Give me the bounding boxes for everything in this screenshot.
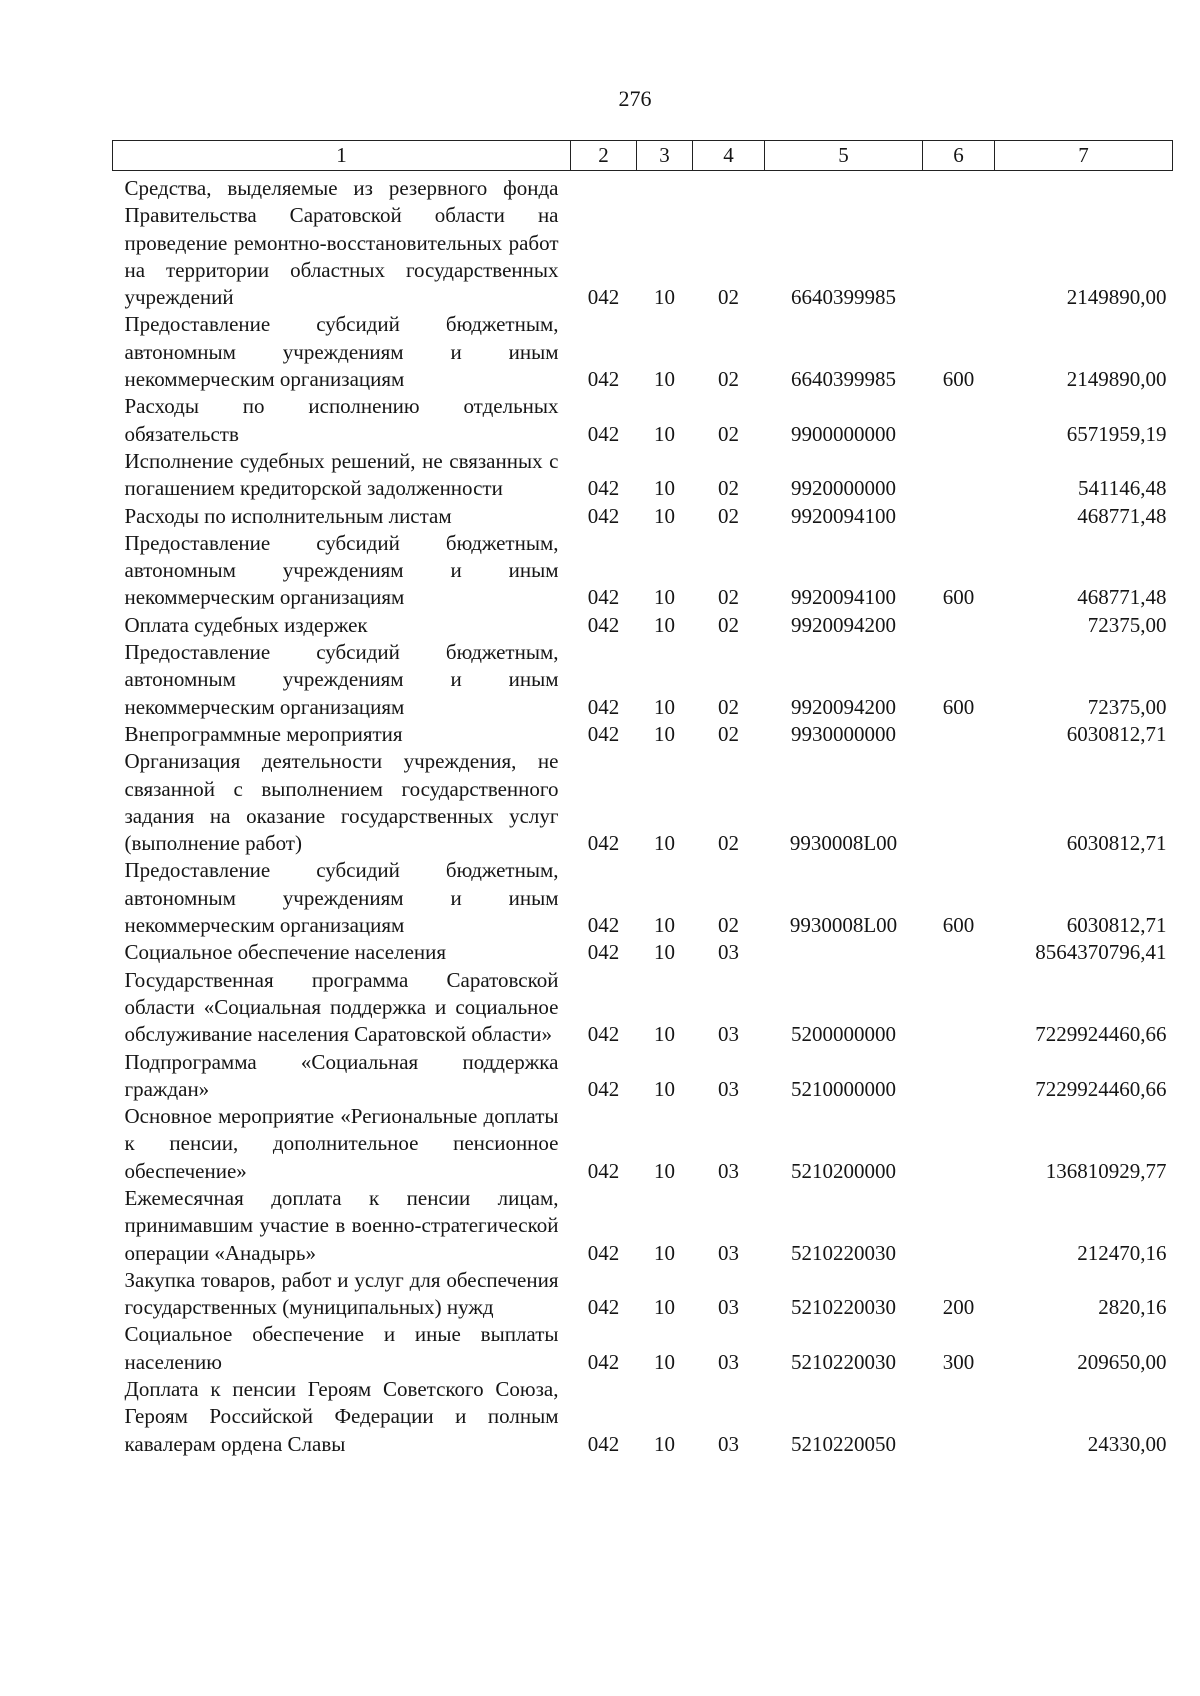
row-name: Средства, выделяемые из резервного фонда Правительства Саратовской области на проведение ремонтно-восстановительных работ на территории областных государственных учреждений	[124, 176, 559, 310]
row-subsection-code: 02	[718, 503, 739, 528]
row-target-article: 6640399985	[791, 367, 896, 392]
row-target-article: 9900000000	[791, 421, 896, 446]
row-section-code: 10	[654, 285, 675, 310]
row-section-code: 10	[654, 940, 675, 965]
row-section-code: 10	[654, 367, 675, 392]
row-ministry-code: 042	[587, 1240, 620, 1265]
row-expense-type: 600	[942, 694, 975, 719]
table-row	[113, 1103, 1173, 1185]
row-target-article: 5210000000	[791, 1076, 896, 1101]
row-amount: 468771,48	[1077, 585, 1167, 610]
row-name: Закупка товаров, работ и услуг для обеспечения государственных (муниципальных) нужд	[124, 1267, 559, 1320]
row-ministry-code: 042	[587, 1158, 620, 1183]
table-row	[113, 1267, 1173, 1322]
row-section-code: 10	[654, 612, 675, 637]
table-row	[113, 857, 1173, 939]
row-amount: 6030812,71	[1066, 913, 1167, 938]
row-section-code: 10	[654, 831, 675, 856]
row-subsection-code: 02	[718, 585, 739, 610]
row-subsection-code: 03	[718, 1022, 739, 1047]
row-expense-type: 200	[942, 1295, 975, 1320]
row-target-article: 5200000000	[791, 1022, 896, 1047]
row-amount: 2149890,00	[1066, 367, 1167, 392]
row-name: Исполнение судебных решений, не связанных с погашением кредиторской задолженности	[124, 448, 559, 501]
row-subsection-code: 03	[718, 1349, 739, 1374]
row-subsection-code: 03	[718, 1076, 739, 1101]
row-target-article: 9920094100	[791, 585, 896, 610]
row-ministry-code: 042	[587, 694, 620, 719]
row-target-article: 9920094100	[791, 503, 896, 528]
table-row	[113, 639, 1173, 721]
row-expense-type	[923, 1103, 995, 1185]
table-row	[113, 530, 1173, 612]
table-row	[113, 171, 1173, 312]
table-row	[113, 721, 1173, 748]
row-target-article: 5210220030	[791, 1295, 896, 1320]
row-subsection-code: 03	[718, 1295, 739, 1320]
row-amount: 136810929,77	[1045, 1158, 1167, 1183]
row-name: Предоставление субсидий бюджетным, автономным учреждениям и иным некоммерческим организациям	[124, 858, 559, 938]
row-amount: 72375,00	[1087, 612, 1167, 637]
row-expense-type: 600	[942, 367, 975, 392]
row-name: Расходы по исполнительным листам	[124, 503, 452, 528]
row-name: Предоставление субсидий бюджетным, автономным учреждениям и иным некоммерческим организациям	[124, 312, 559, 392]
table-row	[113, 393, 1173, 448]
table-row	[113, 748, 1173, 857]
row-ministry-code: 042	[587, 612, 620, 637]
table-row	[113, 612, 1173, 639]
row-section-code: 10	[654, 585, 675, 610]
row-name: Подпрограмма «Социальная поддержка граждан»	[124, 1049, 559, 1101]
row-expense-type: 600	[942, 913, 975, 938]
row-expense-type	[923, 1185, 995, 1267]
row-section-code: 10	[654, 421, 675, 446]
table-row	[113, 311, 1173, 393]
row-name: Оплата судебных издержек	[124, 612, 368, 637]
row-name: Социальное обеспечение населения	[124, 940, 447, 965]
row-ministry-code: 042	[587, 367, 620, 392]
row-section-code: 10	[654, 1022, 675, 1047]
row-amount: 72375,00	[1087, 694, 1167, 719]
row-ministry-code: 042	[587, 503, 620, 528]
row-ministry-code: 042	[587, 831, 620, 856]
row-ministry-code: 042	[587, 1022, 620, 1047]
row-amount: 212470,16	[1077, 1240, 1167, 1265]
row-ministry-code: 042	[587, 1431, 620, 1456]
row-expense-type: 300	[942, 1349, 975, 1374]
row-expense-type	[923, 721, 995, 748]
row-target-article: 5210200000	[791, 1158, 896, 1183]
row-amount: 6571959,19	[1066, 421, 1167, 446]
row-subsection-code: 03	[718, 940, 739, 965]
row-ministry-code: 042	[587, 421, 620, 446]
row-amount: 8564370796,41	[1035, 940, 1167, 965]
row-target-article: 6640399985	[791, 285, 896, 310]
budget-table	[112, 140, 1173, 1458]
column-header-name: 1	[113, 141, 571, 171]
row-ministry-code: 042	[587, 585, 620, 610]
table-row	[113, 1321, 1173, 1376]
table-row	[113, 967, 1173, 1049]
row-amount: 6030812,71	[1066, 831, 1167, 856]
row-expense-type	[923, 393, 995, 448]
row-expense-type	[923, 967, 995, 1049]
row-subsection-code: 02	[718, 367, 739, 392]
row-subsection-code: 02	[718, 612, 739, 637]
row-target-article: 9930008L00	[789, 913, 898, 938]
row-ministry-code: 042	[587, 1295, 620, 1320]
row-section-code: 10	[654, 913, 675, 938]
row-amount: 541146,48	[1078, 476, 1167, 501]
table-row	[113, 939, 1173, 966]
row-expense-type	[923, 448, 995, 503]
row-name: Основное мероприятие «Региональные доплаты к пенсии, дополнительное пенсионное обеспечение»	[124, 1104, 559, 1183]
row-name: Доплата к пенсии Героям Советского Союза, Героям Российской Федерации и полным кавалерам ордена Славы	[124, 1377, 559, 1456]
row-target-article: 5210220030	[791, 1349, 896, 1374]
row-ministry-code: 042	[587, 721, 620, 746]
row-target-article	[765, 939, 923, 966]
row-expense-type	[923, 1049, 995, 1104]
row-ministry-code: 042	[587, 913, 620, 938]
table-row	[113, 1049, 1173, 1104]
row-subsection-code: 02	[718, 421, 739, 446]
page-number: 276	[618, 86, 652, 111]
row-ministry-code: 042	[587, 1349, 620, 1374]
row-subsection-code: 02	[718, 831, 739, 856]
row-ministry-code: 042	[587, 1076, 620, 1101]
row-amount: 7229924460,66	[1035, 1076, 1167, 1101]
row-target-article: 9930008L00	[789, 831, 898, 856]
row-target-article: 5210220030	[791, 1240, 896, 1265]
table-row	[113, 448, 1173, 503]
row-name: Предоставление субсидий бюджетным, автономным учреждениям и иным некоммерческим организациям	[124, 640, 559, 719]
budget-table-container	[112, 140, 1172, 1458]
row-name: Социальное обеспечение и иные выплаты населению	[124, 1322, 559, 1374]
column-header-amount: 7	[995, 141, 1173, 171]
column-header-subsection: 4	[693, 141, 765, 171]
row-amount: 209650,00	[1077, 1349, 1167, 1374]
table-row	[113, 503, 1173, 530]
row-section-code: 10	[654, 476, 675, 501]
row-target-article: 9920094200	[791, 612, 896, 637]
row-expense-type	[923, 1376, 995, 1458]
row-expense-type	[923, 612, 995, 639]
row-expense-type	[923, 171, 995, 312]
row-amount: 468771,48	[1077, 503, 1167, 528]
row-ministry-code: 042	[587, 940, 620, 965]
row-section-code: 10	[654, 1076, 675, 1101]
table-body	[113, 171, 1173, 1458]
row-expense-type	[923, 748, 995, 857]
row-expense-type: 600	[942, 585, 975, 610]
column-header-ministry: 2	[571, 141, 637, 171]
row-name: Предоставление субсидий бюджетным, автономным учреждениям и иным некоммерческим организациям	[124, 530, 559, 610]
row-subsection-code: 02	[718, 285, 739, 310]
row-section-code: 10	[654, 721, 675, 746]
row-subsection-code: 02	[718, 694, 739, 719]
row-section-code: 10	[654, 694, 675, 719]
table-row	[113, 1376, 1173, 1458]
row-ministry-code: 042	[587, 476, 620, 501]
row-name: Внепрограммные мероприятия	[124, 721, 403, 746]
row-name: Государственная программа Саратовской области «Социальная поддержка и социальное обслуживание населения Саратовской области»	[124, 967, 559, 1047]
row-section-code: 10	[654, 503, 675, 528]
row-ministry-code: 042	[587, 285, 620, 310]
column-header-target-article: 5	[765, 141, 923, 171]
row-name: Ежемесячная доплата к пенсии лицам, принимавшим участие в военно-стратегической операции «Анадырь»	[124, 1185, 559, 1265]
row-target-article: 9920094200	[791, 694, 896, 719]
row-name: Расходы по исполнению отдельных обязательств	[124, 394, 559, 446]
row-target-article: 9920000000	[791, 476, 896, 501]
row-amount: 7229924460,66	[1035, 1022, 1167, 1047]
row-amount: 24330,00	[1087, 1431, 1167, 1456]
column-header-expense-type: 6	[923, 141, 995, 171]
row-subsection-code: 02	[718, 721, 739, 746]
row-section-code: 10	[654, 1349, 675, 1374]
row-name: Организация деятельности учреждения, не связанной с выполнением государственного задания на оказание государственных услуг (выполнение работ)	[124, 749, 559, 856]
row-subsection-code: 03	[718, 1158, 739, 1183]
row-expense-type	[923, 503, 995, 530]
table-row	[113, 1185, 1173, 1267]
row-amount: 6030812,71	[1066, 721, 1167, 746]
row-section-code: 10	[654, 1431, 675, 1456]
row-subsection-code: 02	[718, 476, 739, 501]
row-target-article: 5210220050	[791, 1431, 896, 1456]
row-target-article: 9930000000	[791, 721, 896, 746]
row-section-code: 10	[654, 1295, 675, 1320]
row-subsection-code: 03	[718, 1240, 739, 1265]
row-section-code: 10	[654, 1240, 675, 1265]
row-amount: 2820,16	[1098, 1295, 1167, 1320]
column-header-section: 3	[637, 141, 693, 171]
row-amount: 2149890,00	[1066, 285, 1167, 310]
row-subsection-code: 02	[718, 913, 739, 938]
column-number-header	[113, 141, 1173, 171]
row-expense-type	[923, 939, 995, 966]
row-section-code: 10	[654, 1158, 675, 1183]
row-subsection-code: 03	[718, 1431, 739, 1456]
